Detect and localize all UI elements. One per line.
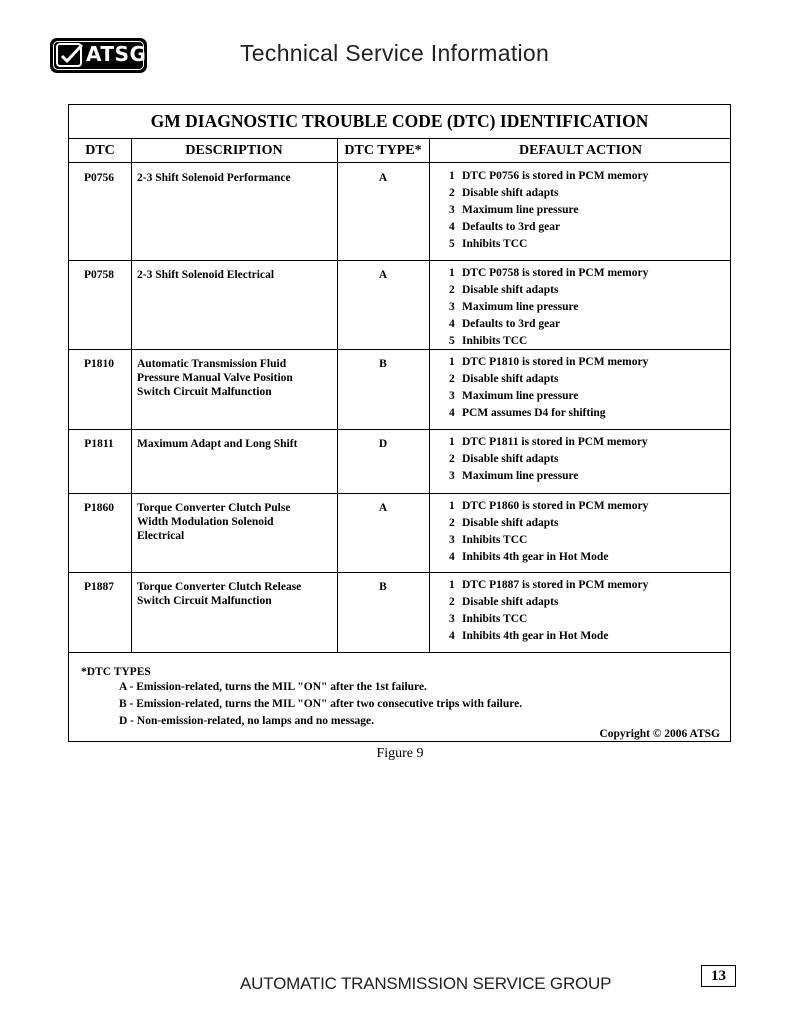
action-number: 1: [449, 267, 455, 279]
action-number: 3: [449, 301, 455, 313]
action-text: Defaults to 3rd gear: [462, 221, 561, 233]
dtc-type: B: [379, 581, 387, 593]
default-action-item: [449, 299, 729, 316]
logo-text: ATSG: [86, 42, 147, 66]
figure-caption: Figure 9: [376, 746, 424, 761]
action-text: Inhibits 4th gear in Hot Mode: [462, 551, 609, 563]
action-number: 2: [449, 373, 455, 385]
column-divider: [429, 138, 430, 652]
dtc-description: [137, 580, 332, 608]
action-number: 2: [449, 284, 455, 296]
default-action-item: [449, 611, 729, 628]
footnote-line: D - Non-emission-related, no lamps and no message.: [119, 715, 375, 727]
description-line: 2-3 Shift Solenoid Electrical: [137, 269, 275, 281]
action-text: PCM assumes D4 for shifting: [462, 407, 606, 419]
dtc-description: [137, 501, 332, 543]
action-text: DTC P0756 is stored in PCM memory: [462, 170, 649, 182]
dtc-code: P1860: [83, 502, 115, 514]
dtc-type: A: [378, 172, 388, 184]
dtc-description: [137, 171, 332, 185]
default-action-item: [449, 333, 729, 350]
default-action-item: [449, 628, 729, 645]
default-action-item: [449, 219, 729, 236]
column-divider: [337, 138, 338, 652]
header-divider: [69, 162, 730, 163]
default-action-item: [449, 434, 729, 451]
default-action-item: [449, 594, 729, 611]
default-action-item: [449, 185, 729, 202]
action-text: DTC P1860 is stored in PCM memory: [462, 500, 649, 512]
default-action-list: [449, 498, 729, 566]
action-number: 3: [449, 534, 455, 546]
action-number: 2: [449, 596, 455, 608]
default-action-list: [449, 434, 729, 485]
page-title: Technical Service Information: [240, 40, 550, 66]
table-title: GM DIAGNOSTIC TROUBLE CODE (DTC) IDENTIFICATION: [69, 105, 730, 139]
column-header-dtc-type: DTC TYPE*: [344, 143, 422, 158]
dtc-types-footnote: [81, 665, 522, 730]
description-line: Torque Converter Clutch Pulse: [137, 502, 291, 514]
action-text: Disable shift adapts: [462, 284, 559, 296]
action-number: 4: [449, 630, 455, 642]
action-number: 1: [449, 170, 455, 182]
action-number: 4: [449, 221, 455, 233]
default-action-item: [449, 265, 729, 282]
default-action-list: [449, 354, 729, 422]
description-line: Width Modulation Solenoid: [137, 516, 274, 528]
column-divider: [131, 138, 132, 652]
action-text: Inhibits TCC: [462, 613, 528, 625]
checkmark-logo-icon: [56, 43, 84, 67]
action-number: 3: [449, 390, 455, 402]
description-line: Pressure Manual Valve Position: [137, 372, 293, 384]
action-text: Inhibits 4th gear in Hot Mode: [462, 630, 609, 642]
default-action-item: [449, 236, 729, 253]
action-text: DTC P1811 is stored in PCM memory: [462, 436, 648, 448]
description-line: 2-3 Shift Solenoid Performance: [137, 172, 291, 184]
default-action-item: [449, 388, 729, 405]
action-text: Maximum line pressure: [462, 470, 579, 482]
copyright-notice: Copyright © 2006 ATSG: [599, 728, 720, 740]
default-action-item: [449, 202, 729, 219]
action-number: 1: [449, 436, 455, 448]
dtc-code: P1810: [83, 358, 115, 370]
action-text: Disable shift adapts: [462, 596, 559, 608]
row-divider: [69, 493, 730, 494]
row-divider: [69, 572, 730, 573]
description-line: Torque Converter Clutch Release: [137, 581, 302, 593]
action-text: Inhibits TCC: [462, 335, 528, 347]
dtc-type: A: [378, 502, 388, 514]
dtc-description: [137, 268, 332, 282]
default-action-item: [449, 405, 729, 422]
action-text: Inhibits TCC: [462, 534, 528, 546]
default-action-item: [449, 451, 729, 468]
action-number: 5: [449, 335, 455, 347]
dtc-code: P1811: [84, 438, 114, 450]
dtc-table: [68, 104, 731, 742]
row-divider: [69, 260, 730, 261]
default-action-list: [449, 577, 729, 645]
default-action-item: [449, 354, 729, 371]
action-number: 2: [449, 517, 455, 529]
action-text: Disable shift adapts: [462, 187, 559, 199]
action-text: DTC P0758 is stored in PCM memory: [462, 267, 649, 279]
action-text: Disable shift adapts: [462, 517, 559, 529]
action-number: 3: [449, 204, 455, 216]
action-number: 1: [449, 500, 455, 512]
dtc-code: P0758: [83, 269, 115, 281]
dtc-description: [137, 357, 332, 399]
action-text: Maximum line pressure: [462, 301, 579, 313]
action-number: 2: [449, 453, 455, 465]
action-number: 2: [449, 187, 455, 199]
action-text: Inhibits TCC: [462, 238, 528, 250]
row-divider: [69, 349, 730, 350]
default-action-item: [449, 168, 729, 185]
action-text: DTC P1810 is stored in PCM memory: [462, 356, 649, 368]
action-text: Maximum line pressure: [462, 390, 579, 402]
default-action-item: [449, 498, 729, 515]
column-header-default-action: DEFAULT ACTION: [518, 143, 643, 158]
default-action-item: [449, 532, 729, 549]
page-number: 13: [701, 965, 736, 987]
action-number: 3: [449, 613, 455, 625]
action-number: 1: [449, 356, 455, 368]
action-number: 1: [449, 579, 455, 591]
dtc-type: D: [378, 438, 388, 450]
dtc-code: P1887: [83, 581, 115, 593]
column-header-dtc: DTC: [85, 143, 115, 158]
footnote-line: B - Emission-related, turns the MIL "ON" after two consecutive trips with failure.: [119, 698, 523, 710]
footnote-line: A - Emission-related, turns the MIL "ON" after the 1st failure.: [119, 681, 427, 693]
action-text: Disable shift adapts: [462, 373, 559, 385]
default-action-item: [449, 577, 729, 594]
description-line: Maximum Adapt and Long Shift: [137, 438, 298, 450]
default-action-item: [449, 515, 729, 532]
row-divider: [69, 429, 730, 430]
action-text: Disable shift adapts: [462, 453, 559, 465]
column-header-description: DESCRIPTION: [185, 143, 283, 158]
default-action-item: [449, 371, 729, 388]
footer-text: AUTOMATIC TRANSMISSION SERVICE GROUP: [240, 974, 612, 993]
row-divider: [69, 652, 730, 653]
action-text: Defaults to 3rd gear: [462, 318, 561, 330]
default-action-item: [449, 468, 729, 485]
default-action-list: [449, 265, 729, 350]
description-line: Automatic Transmission Fluid: [137, 358, 287, 370]
default-action-item: [449, 282, 729, 299]
dtc-type: B: [379, 358, 387, 370]
description-line: Switch Circuit Malfunction: [137, 595, 272, 607]
default-action-item: [449, 549, 729, 566]
footnote-heading: *DTC TYPES: [81, 666, 151, 678]
action-number: 3: [449, 470, 455, 482]
description-line: Electrical: [137, 530, 185, 542]
default-action-list: [449, 168, 729, 253]
default-action-item: [449, 316, 729, 333]
atsg-logo: [50, 38, 147, 73]
action-text: DTC P1887 is stored in PCM memory: [462, 579, 649, 591]
dtc-type: A: [378, 269, 388, 281]
dtc-description: [137, 437, 332, 451]
action-number: 4: [449, 318, 455, 330]
action-text: Maximum line pressure: [462, 204, 579, 216]
dtc-code: P0756: [83, 172, 115, 184]
description-line: Switch Circuit Malfunction: [137, 386, 272, 398]
action-number: 4: [449, 407, 455, 419]
action-number: 5: [449, 238, 455, 250]
action-number: 4: [449, 551, 455, 563]
